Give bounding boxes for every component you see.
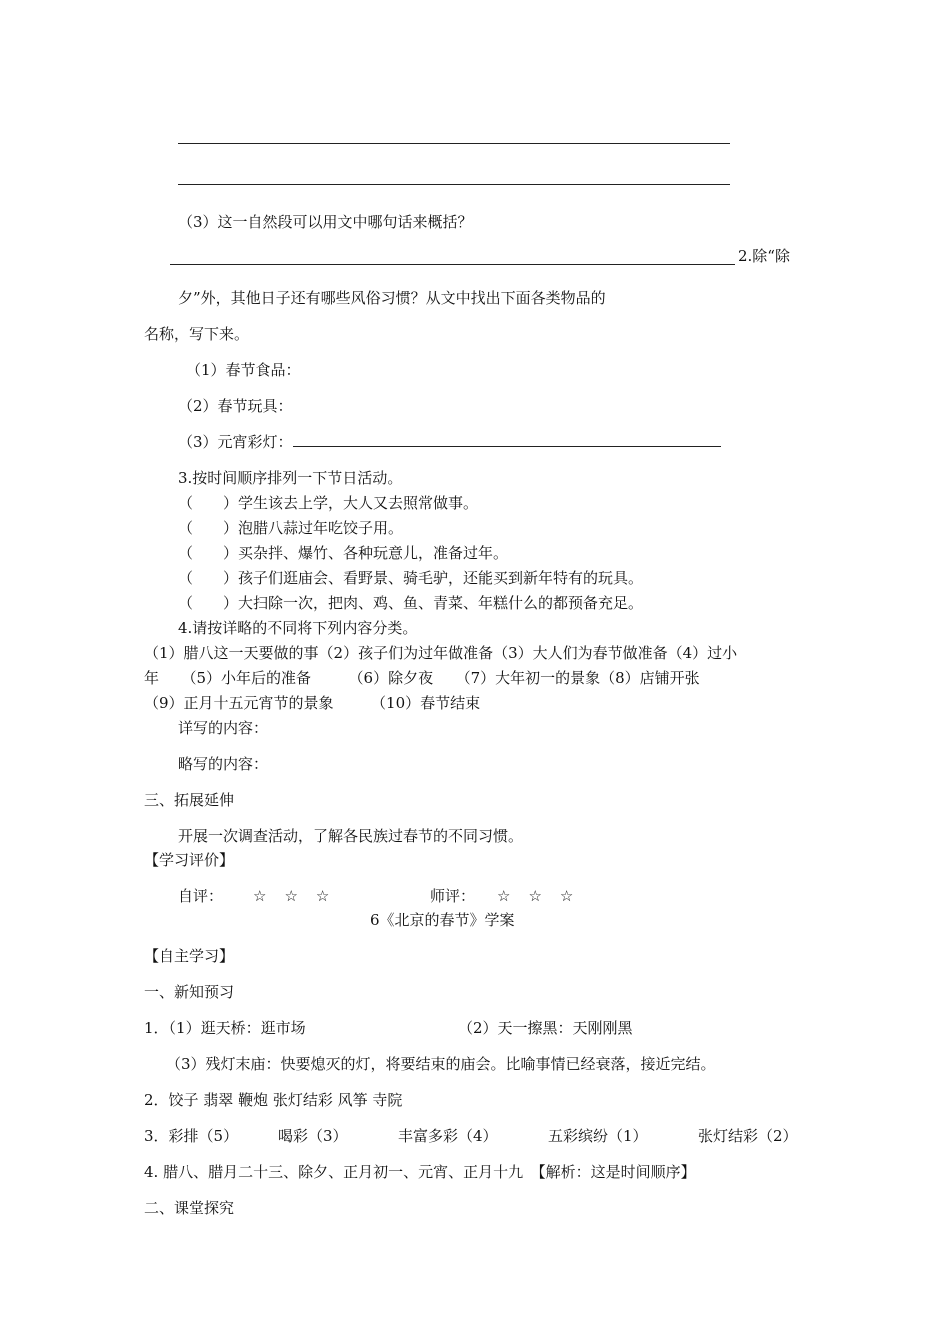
answer-4: 4. 腊八、腊月二十三、除夕、正月初一、元宵、正月十九 【解析：这是时间顺序】 — [144, 1163, 696, 1181]
star-icon: ☆ — [528, 887, 542, 905]
section-3-text: 开展一次调查活动，了解各民族过春节的不同习惯。 — [178, 827, 524, 845]
teacher-evaluation — [430, 886, 591, 906]
teacher-eval-label: 师评： — [430, 887, 476, 905]
document-title: 6《北京的春节》学案 — [370, 911, 515, 929]
section-3-title: 三、拓展延伸 — [144, 791, 235, 809]
answer-2: 2．饺子 翡翠 鞭炮 张灯结彩 风筝 寺院 — [144, 1091, 403, 1109]
question-4-line2: 年 （5）小年后的准备 （6）除夕夜 （7）大年初一的景象（8）店铺开张 — [144, 669, 700, 687]
answer-3-item: 丰富多彩（4） — [398, 1127, 498, 1145]
question-2-line1: 夕”外，其他日子还有哪些风俗习惯？从文中找出下面各类物品的 — [178, 289, 606, 307]
answer-line — [170, 264, 735, 265]
star-icon: ☆ — [497, 887, 511, 905]
star-icon: ☆ — [284, 887, 298, 905]
lantern-label: （3）元宵彩灯： — [178, 433, 293, 451]
section-1-title: 一、新知预习 — [144, 983, 235, 1001]
question-1-3: （3）这一自然段可以用文中哪句话来概括？ — [178, 213, 473, 231]
question-3-item: （ ）大扫除一次，把肉、鸡、鱼、青菜、年糕什么的都预备充足。 — [178, 594, 644, 612]
answer-line — [178, 143, 730, 144]
question-2-start: 2.除“除 — [738, 247, 790, 265]
star-icon: ☆ — [559, 887, 574, 905]
answer-3-item: 张灯结彩（2） — [698, 1127, 798, 1145]
self-study-heading: 【自主学习】 — [144, 947, 235, 965]
question-4-line3: （9）正月十五元宵节的景象 （10）春节结束 — [144, 694, 481, 712]
question-3-item: （ ）学生该去上学，大人又去照常做事。 — [178, 494, 479, 512]
evaluation-title: 【学习评价】 — [144, 851, 235, 869]
answer-3-item: 3．彩排（5） — [144, 1127, 239, 1145]
question-3-item: （ ）孩子们逛庙会、看野景、骑毛驴，还能买到新年特有的玩具。 — [178, 569, 644, 587]
question-4-line1: （1）腊八这一天要做的事（2）孩子们为过年做准备（3）大人们为春节做准备（4）过小 — [144, 644, 738, 662]
answer-1-part-b: （2）天一擦黑：天刚刚黑 — [458, 1019, 633, 1037]
star-icon: ☆ — [315, 887, 330, 905]
answer-1-part-a: 1．（1）逛天桥：逛市场 — [144, 1019, 306, 1037]
question-4-title: 4.请按详略的不同将下列内容分类。 — [178, 619, 418, 637]
lantern-answer-line — [293, 434, 721, 447]
question-2-item-lanterns — [178, 432, 721, 452]
section-2-title: 二、课堂探究 — [144, 1199, 235, 1217]
question-4-detail-label: 详写的内容： — [178, 719, 269, 737]
question-3-item: （ ）买杂拌、爆竹、各种玩意儿，准备过年。 — [178, 544, 509, 562]
self-evaluation — [178, 886, 347, 906]
question-4-brief-label: 略写的内容： — [178, 755, 269, 773]
star-icon: ☆ — [253, 887, 267, 905]
question-2-item-food: （1）春节食品： — [186, 361, 301, 379]
question-3-item: （ ）泡腊八蒜过年吃饺子用。 — [178, 519, 404, 537]
answer-3-item: 五彩缤纷（1） — [548, 1127, 648, 1145]
question-2-line2: 名称，写下来。 — [144, 325, 250, 343]
self-eval-label: 自评： — [178, 887, 224, 905]
question-2-item-toys: （2）春节玩具： — [178, 397, 293, 415]
question-3-title: 3.按时间顺序排列一下节日活动。 — [178, 469, 403, 487]
answer-line — [178, 184, 730, 185]
answer-1-part-c: （3）残灯末庙：快要熄灭的灯，将要结束的庙会。比喻事情已经衰落，接近完结。 — [166, 1055, 716, 1073]
answer-3-item: 喝彩（3） — [278, 1127, 348, 1145]
